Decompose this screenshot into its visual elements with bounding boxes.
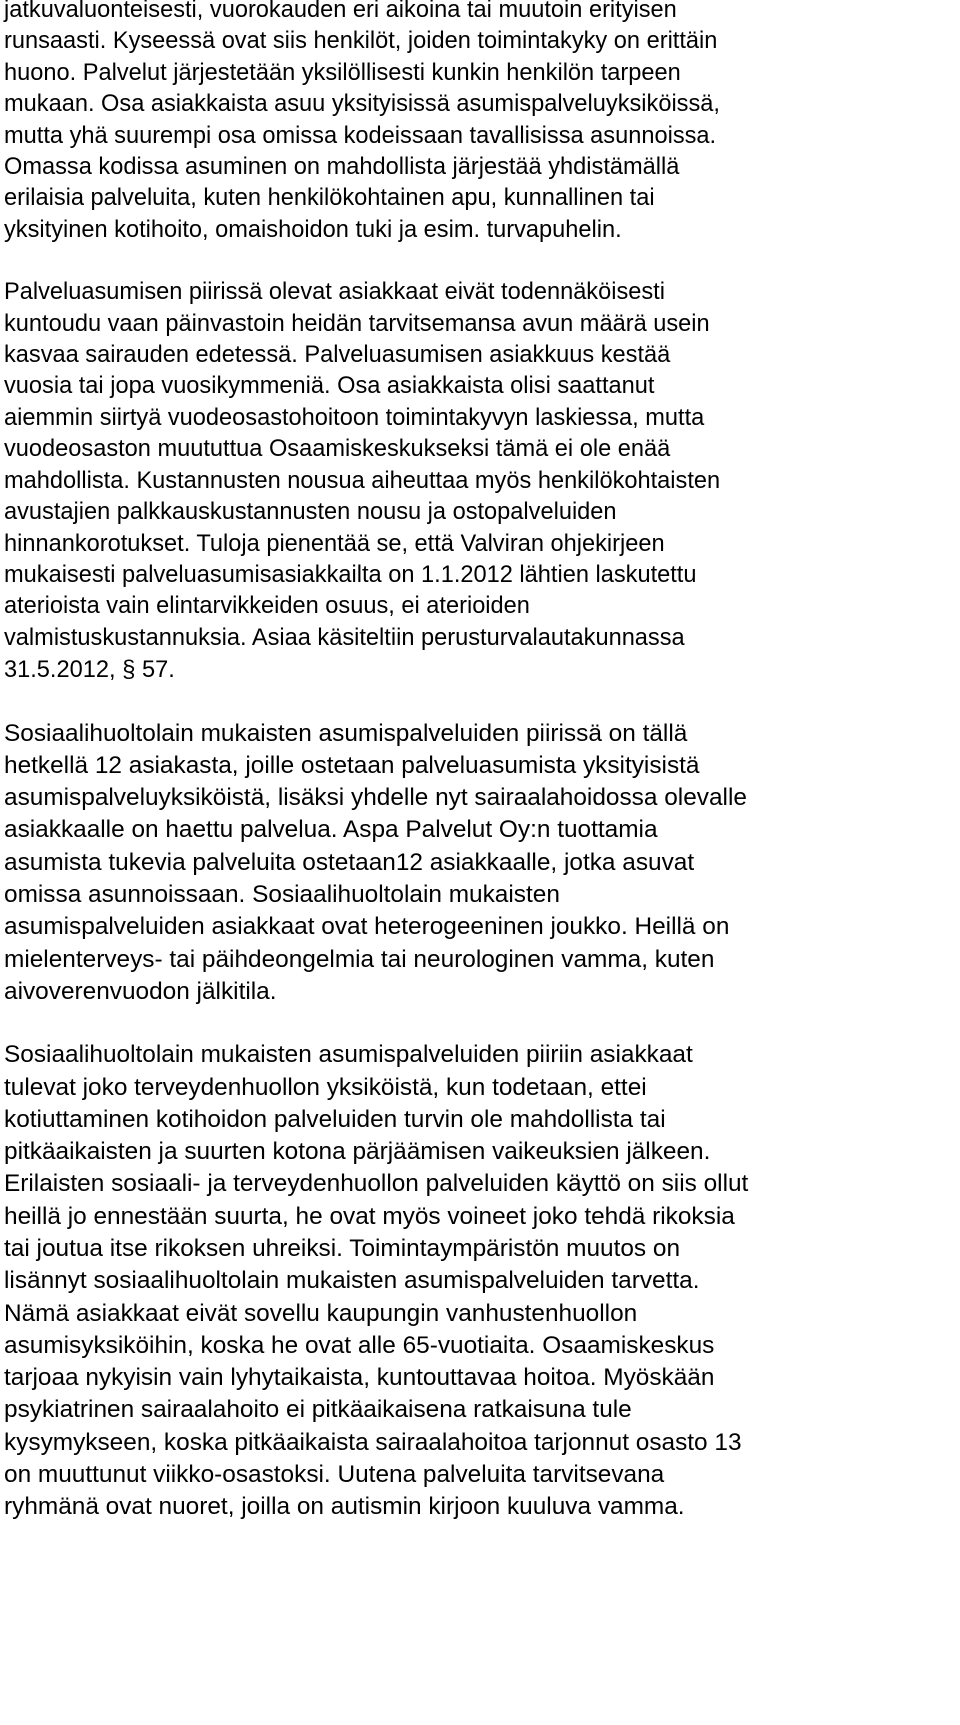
text-line: tarjoaa nykyisin vain lyhytaikaista, kuntouttavaa hoitoa. Myöskään	[4, 1364, 715, 1392]
text-line: jatkuvaluonteisesti, vuorokauden eri aikoina tai muutoin erityisen	[4, 0, 677, 23]
text-line: runsaasti. Kyseessä ovat siis henkilöt, joiden toimintakyky on erittäin	[4, 28, 718, 55]
paragraph-4	[4, 1039, 960, 1523]
paragraph-1	[4, 0, 960, 246]
section-sign: §	[122, 656, 136, 684]
text-line: asiakkaalle on haettu palvelua. Aspa Palvelut Oy:n tuottamia	[4, 816, 658, 844]
paragraph-3	[4, 718, 960, 1009]
text-line: Omassa kodissa asuminen on mahdollista järjestää yhdistämällä	[4, 154, 680, 181]
text-line: erilaisia palveluita, kuten henkilökohtainen apu, kunnallinen tai	[4, 185, 655, 212]
text-line: vuosia tai jopa vuosikymmeniä. Osa asiakkaista olisi saattanut	[4, 373, 655, 400]
text-line: psykiatrinen sairaalahoito ei pitkäaikaisena ratkaisuna tule	[4, 1396, 632, 1424]
text-line: Nämä asiakkaat eivät sovellu kaupungin vanhustenhuollon	[4, 1299, 638, 1327]
text-line: valmistuskustannuksia. Asiaa käsiteltiin perusturvalautakunnassa	[4, 624, 685, 651]
paragraph-2	[4, 277, 960, 686]
text-line: yksityinen kotihoito, omaishoidon tuki ja esim. turvapuhelin.	[4, 216, 622, 243]
text-line-reference	[4, 654, 960, 686]
text-line: kotiuttaminen kotihoidon palveluiden turvin ole mahdollista tai	[4, 1105, 666, 1133]
section-number: 57.	[142, 657, 175, 684]
text-line: mielenterveys- tai päihdeongelmia tai neurologinen vamma, kuten	[4, 945, 715, 973]
text-line: mutta yhä suurempi osa omissa kodeissaan tavallisissa asunnoissa.	[4, 122, 717, 149]
text-line: hetkellä 12 asiakasta, joille ostetaan palveluasumista yksityisistä	[4, 751, 700, 779]
text-line: heillä jo ennestään suurta, he ovat myös voineet joko tehdä rikoksia	[4, 1202, 735, 1230]
text-line: mukaisesti palveluasumisasiakkailta on 1.1.2012 lähtien laskutettu	[4, 561, 697, 588]
text-line: huono. Palvelut järjestetään yksilöllisesti kunkin henkilön tarpeen	[4, 59, 681, 86]
text-line: mukaan. Osa asiakkaista asuu yksityisissä asumispalveluyksiköissä,	[4, 91, 720, 118]
text-line: tulevat joko terveydenhuollon yksiköistä, kun todetaan, ettei	[4, 1073, 647, 1101]
text-line: asumisyksiköihin, koska he ovat alle 65-vuotiaita. Osaamiskeskus	[4, 1331, 715, 1359]
text-line: asumispalveluyksiköistä, lisäksi yhdelle nyt sairaalahoidossa olevalle	[4, 784, 747, 812]
text-line: aterioista vain elintarvikkeiden osuus, ei aterioiden	[4, 593, 530, 620]
text-line: ryhmänä ovat nuoret, joilla on autismin kirjoon kuuluva vamma.	[4, 1493, 685, 1521]
text-line: hinnankorotukset. Tuloja pienentää se, että Valviran ohjekirjeen	[4, 530, 665, 557]
text-line: Palveluasumisen piirissä olevat asiakkaat eivät todennäköisesti	[4, 279, 665, 306]
text-line: avustajien palkkauskustannusten nousu ja ostopalveluiden	[4, 499, 617, 526]
text-line: aivoverenvuodon jälkitila.	[4, 977, 277, 1005]
text-line: lisännyt sosiaalihuoltolain mukaisten asumispalveluiden tarvetta.	[4, 1267, 700, 1295]
text-line: kuntoudu vaan päinvastoin heidän tarvitsemansa avun määrä usein	[4, 310, 710, 337]
text-line: kysymykseen, koska pitkäaikaista sairaalahoitoa tarjonnut osasto 13	[4, 1428, 742, 1456]
text-line: asumista tukevia palveluita ostetaan12 asiakkaalle, jotka asuvat	[4, 848, 695, 876]
text-line: on muuttunut viikko-osastoksi. Uutena palveluita tarvitsevana	[4, 1461, 665, 1489]
text-line: aiemmin siirtyä vuodeosastohoitoon toimintakyvyn laskiessa, mutta	[4, 404, 705, 431]
text-line: Erilaisten sosiaali- ja terveydenhuollon palveluiden käyttö on siis ollut	[4, 1170, 749, 1198]
text-line: mahdollista. Kustannusten nousua aiheuttaa myös henkilökohtaisten	[4, 467, 721, 494]
text-line: Sosiaalihuoltolain mukaisten asumispalveluiden piiriin asiakkaat	[4, 1041, 693, 1069]
text-line: Sosiaalihuoltolain mukaisten asumispalveluiden piirissä on tällä	[4, 719, 688, 747]
text-line: asumispalveluiden asiakkaat ovat heterogeeninen joukko. Heillä on	[4, 913, 730, 941]
text-line: tai joutua itse rikoksen uhreiksi. Toimintaympäristön muutos on	[4, 1234, 681, 1262]
text-line: omissa asunnoissaan. Sosiaalihuoltolain mukaisten	[4, 881, 560, 909]
meeting-date: 31.5.2012,	[4, 657, 116, 684]
text-line: kasvaa sairauden edetessä. Palveluasumisen asiakkuus kestää	[4, 342, 671, 369]
text-line: vuodeosaston muututtua Osaamiskeskukseksi tämä ei ole enää	[4, 436, 671, 463]
text-line: pitkäaikaisten ja suurten kotona pärjäämisen vaikeuksien jälkeen.	[4, 1138, 711, 1166]
